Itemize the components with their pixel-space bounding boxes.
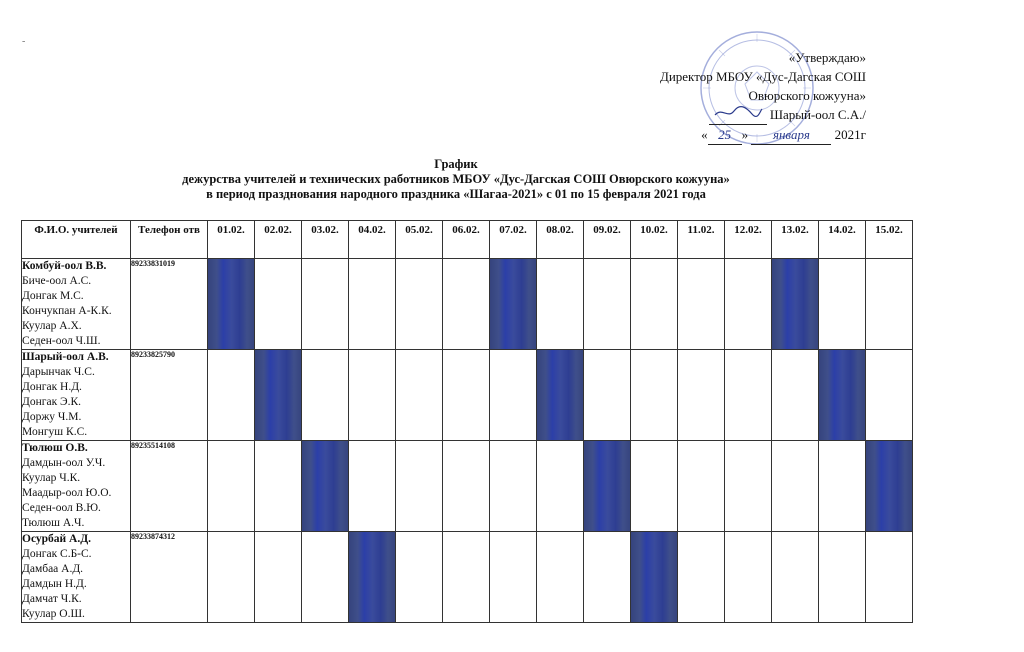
header-date: 08.02.: [537, 221, 584, 259]
header-date: 14.02.: [819, 221, 866, 259]
duty-cell-empty: [396, 532, 443, 623]
duty-cell-empty: [819, 259, 866, 350]
approval-block: [606, 48, 866, 145]
group-member: Дамбаа А.Д.: [22, 563, 84, 575]
group-member: Донгак М.С.: [22, 290, 84, 302]
duty-cell-filled: [349, 532, 396, 623]
duty-cell-empty: [725, 259, 772, 350]
duty-cell-empty: [302, 532, 349, 623]
duty-cell-empty: [443, 441, 490, 532]
duty-cell-empty: [584, 350, 631, 441]
duty-cell-empty: [537, 259, 584, 350]
duty-cell-filled: [584, 441, 631, 532]
duty-cell-empty: [396, 259, 443, 350]
duty-cell-empty: [490, 350, 537, 441]
duty-cell-empty: [678, 441, 725, 532]
date-day: 25: [708, 125, 742, 145]
heading-period: в период празднования народного праздника «Шагаа-2021» с 01 по 15 февраля 2021 года: [206, 187, 706, 201]
group-lead: Комбуй-оол В.В.: [22, 260, 107, 272]
table-header-row: [22, 221, 913, 259]
heading-subtitle: дежурства учителей и технических работников МБОУ «Дус-Дагская СОШ Овюрского кожууна»: [182, 172, 730, 186]
group-member: Доржу Ч.М.: [22, 411, 82, 423]
header-phone: Телефон отв: [131, 221, 208, 259]
duty-cell-empty: [678, 532, 725, 623]
header-date: 04.02.: [349, 221, 396, 259]
group-lead: Тюлюш О.В.: [22, 442, 88, 454]
group-lead: Шарый-оол А.В.: [22, 351, 109, 363]
group-member: Дамчат Ч.К.: [22, 593, 82, 605]
duty-cell-filled: [631, 532, 678, 623]
group-member: Кончукпан А-К.К.: [22, 305, 112, 317]
header-date: 15.02.: [866, 221, 913, 259]
header-date: 13.02.: [772, 221, 819, 259]
duty-cell-filled: [490, 259, 537, 350]
signature-mark: [709, 105, 767, 125]
table-row: [22, 441, 913, 532]
approval-district: Овюрского кожууна»: [748, 88, 866, 103]
duty-cell-empty: [772, 350, 819, 441]
group-member: Маадыр-оол Ю.О.: [22, 487, 112, 499]
duty-cell-filled: [819, 350, 866, 441]
header-date: 10.02.: [631, 221, 678, 259]
document-heading: [0, 157, 912, 202]
duty-cell-empty: [537, 532, 584, 623]
group-member: Тюлюш А.Ч.: [22, 517, 85, 529]
group-member: Седен-оол В.Ю.: [22, 502, 101, 514]
duty-cell-empty: [302, 259, 349, 350]
duty-cell-empty: [866, 259, 913, 350]
approval-title: «Утверждаю»: [788, 50, 866, 65]
duty-cell-filled: [772, 259, 819, 350]
group-member: Донгак Н.Д.: [22, 381, 82, 393]
group-member: Куулар О.Ш.: [22, 608, 85, 620]
staff-names-cell: [22, 259, 131, 350]
duty-cell-empty: [819, 532, 866, 623]
phone-cell: 89233831019: [131, 259, 208, 350]
duty-cell-empty: [584, 532, 631, 623]
duty-cell-empty: [208, 532, 255, 623]
group-member: Седен-оол Ч.Ш.: [22, 335, 101, 347]
table-row: [22, 350, 913, 441]
table-row: [22, 259, 913, 350]
duty-cell-filled: [537, 350, 584, 441]
group-lead: Осурбай А.Д.: [22, 533, 92, 545]
duty-cell-empty: [349, 259, 396, 350]
duty-cell-empty: [490, 532, 537, 623]
heading-title: График: [434, 157, 478, 171]
duty-cell-empty: [349, 350, 396, 441]
approval-date-line: [606, 125, 866, 145]
duty-cell-empty: [302, 350, 349, 441]
duty-cell-empty: [631, 259, 678, 350]
duty-cell-filled: [866, 441, 913, 532]
duty-cell-empty: [255, 259, 302, 350]
phone-cell: 89235514108: [131, 441, 208, 532]
duty-cell-empty: [584, 259, 631, 350]
duty-cell-empty: [490, 441, 537, 532]
duty-cell-filled: [255, 350, 302, 441]
duty-cell-empty: [443, 259, 490, 350]
table-row: [22, 532, 913, 623]
duty-cell-empty: [631, 441, 678, 532]
scan-mark: -: [22, 36, 26, 47]
signature-name: Шарый-оол С.А./: [769, 107, 866, 122]
duty-cell-empty: [725, 350, 772, 441]
signature-scribble: [712, 105, 764, 119]
phone-cell: 89233825790: [131, 350, 208, 441]
schedule-body: [22, 259, 913, 623]
group-member: Дарынчак Ч.С.: [22, 366, 95, 378]
group-member: Донгак Э.К.: [22, 396, 82, 408]
duty-cell-empty: [396, 350, 443, 441]
duty-cell-empty: [772, 532, 819, 623]
duty-cell-empty: [725, 441, 772, 532]
group-member: Дамдын-оол У.Ч.: [22, 457, 106, 469]
duty-cell-empty: [349, 441, 396, 532]
duty-cell-empty: [208, 441, 255, 532]
staff-names-cell: [22, 532, 131, 623]
header-date: 05.02.: [396, 221, 443, 259]
staff-names-cell: [22, 441, 131, 532]
header-date: 09.02.: [584, 221, 631, 259]
group-member: Дамдын Н.Д.: [22, 578, 87, 590]
duty-cell-filled: [208, 259, 255, 350]
duty-cell-empty: [537, 441, 584, 532]
header-date: 06.02.: [443, 221, 490, 259]
duty-cell-filled: [302, 441, 349, 532]
duty-schedule-table: [21, 220, 913, 623]
duty-cell-empty: [396, 441, 443, 532]
duty-cell-empty: [678, 350, 725, 441]
approval-director: Директор МБОУ «Дус-Дагская СОШ: [659, 69, 866, 84]
duty-cell-empty: [631, 350, 678, 441]
date-close-quote: »: [741, 127, 749, 142]
duty-cell-empty: [678, 259, 725, 350]
group-member: Биче-оол А.С.: [22, 275, 92, 287]
date-month: января: [751, 125, 831, 145]
date-year: 2021г: [834, 127, 866, 142]
duty-cell-empty: [725, 532, 772, 623]
duty-cell-empty: [208, 350, 255, 441]
staff-names-cell: [22, 350, 131, 441]
group-member: Монгуш К.С.: [22, 426, 88, 438]
duty-cell-empty: [443, 532, 490, 623]
duty-cell-empty: [866, 532, 913, 623]
header-date: 11.02.: [678, 221, 725, 259]
duty-cell-empty: [255, 441, 302, 532]
header-date: 12.02.: [725, 221, 772, 259]
header-date: 01.02.: [208, 221, 255, 259]
date-open-quote: «: [701, 127, 708, 142]
duty-cell-empty: [866, 350, 913, 441]
header-name: Ф.И.О. учителей: [22, 221, 131, 259]
approval-signature-line: [606, 105, 866, 125]
duty-cell-empty: [443, 350, 490, 441]
header-date: 07.02.: [490, 221, 537, 259]
header-date: 02.02.: [255, 221, 302, 259]
phone-cell: 89233874312: [131, 532, 208, 623]
duty-cell-empty: [255, 532, 302, 623]
group-member: Куулар Ч.К.: [22, 472, 81, 484]
duty-cell-empty: [819, 441, 866, 532]
group-member: Куулар А.Х.: [22, 320, 82, 332]
header-date: 03.02.: [302, 221, 349, 259]
group-member: Донгак С.Б-С.: [22, 548, 92, 560]
duty-cell-empty: [772, 441, 819, 532]
